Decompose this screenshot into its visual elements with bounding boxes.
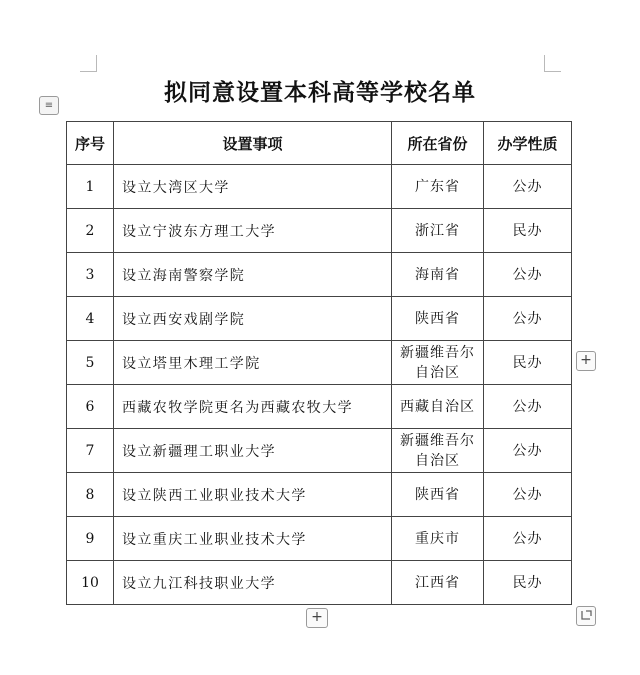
table-resize-icon[interactable] [576, 606, 596, 626]
table-move-handle-icon[interactable]: ≡ [39, 96, 59, 115]
cell-no: 7 [67, 429, 114, 473]
page-corner-mark-top-right [544, 55, 561, 72]
table-row [67, 165, 572, 209]
table-header-row [67, 122, 572, 165]
document-title: 拟同意设置本科高等学校名单 [164, 79, 476, 106]
cell-no: 10 [67, 561, 114, 605]
cell-item: 设立陕西工业职业技术大学 [114, 473, 392, 517]
cell-province: 西藏自治区 [392, 385, 484, 429]
cell-no: 4 [67, 297, 114, 341]
page-corner-mark-top-left [80, 55, 97, 72]
cell-province: 陕西省 [392, 297, 484, 341]
cell-province: 广东省 [392, 165, 484, 209]
cell-type: 民办 [484, 209, 572, 253]
cell-type: 公办 [484, 253, 572, 297]
header-province: 所在省份 [392, 122, 484, 165]
cell-item: 设立九江科技职业大学 [114, 561, 392, 605]
cell-item: 西藏农牧学院更名为西藏农牧大学 [114, 385, 392, 429]
cell-item: 设立大湾区大学 [114, 165, 392, 209]
cell-item: 设立宁波东方理工大学 [114, 209, 392, 253]
cell-type: 公办 [484, 517, 572, 561]
header-type: 办学性质 [484, 122, 572, 165]
cell-item: 设立西安戏剧学院 [114, 297, 392, 341]
cell-type: 公办 [484, 429, 572, 473]
cell-province: 陕西省 [392, 473, 484, 517]
cell-type: 公办 [484, 385, 572, 429]
cell-item: 设立海南警察学院 [114, 253, 392, 297]
header-no: 序号 [67, 122, 114, 165]
cell-type: 公办 [484, 473, 572, 517]
table-row [67, 429, 572, 473]
header-item: 设置事项 [114, 122, 392, 165]
table-row [67, 209, 572, 253]
cell-item: 设立新疆理工职业大学 [114, 429, 392, 473]
add-column-button[interactable]: + [576, 351, 596, 371]
cell-no: 1 [67, 165, 114, 209]
table-row [67, 385, 572, 429]
cell-province: 新疆维吾尔 自治区 [392, 429, 484, 473]
table-row [67, 341, 572, 385]
cell-no: 2 [67, 209, 114, 253]
cell-no: 8 [67, 473, 114, 517]
cell-no: 6 [67, 385, 114, 429]
cell-no: 5 [67, 341, 114, 385]
table-row [67, 253, 572, 297]
cell-province: 浙江省 [392, 209, 484, 253]
cell-type: 民办 [484, 341, 572, 385]
cell-item: 设立塔里木理工学院 [114, 341, 392, 385]
schools-table [66, 121, 572, 605]
cell-province: 海南省 [392, 253, 484, 297]
table-row [67, 561, 572, 605]
table-row [67, 473, 572, 517]
cell-province: 新疆维吾尔 自治区 [392, 341, 484, 385]
cell-province: 重庆市 [392, 517, 484, 561]
cell-province: 江西省 [392, 561, 484, 605]
cell-no: 3 [67, 253, 114, 297]
cell-item: 设立重庆工业职业技术大学 [114, 517, 392, 561]
cell-type: 公办 [484, 297, 572, 341]
add-row-button[interactable]: + [306, 608, 328, 628]
cell-type: 公办 [484, 165, 572, 209]
cell-type: 民办 [484, 561, 572, 605]
cell-no: 9 [67, 517, 114, 561]
table-row [67, 297, 572, 341]
table-row [67, 517, 572, 561]
